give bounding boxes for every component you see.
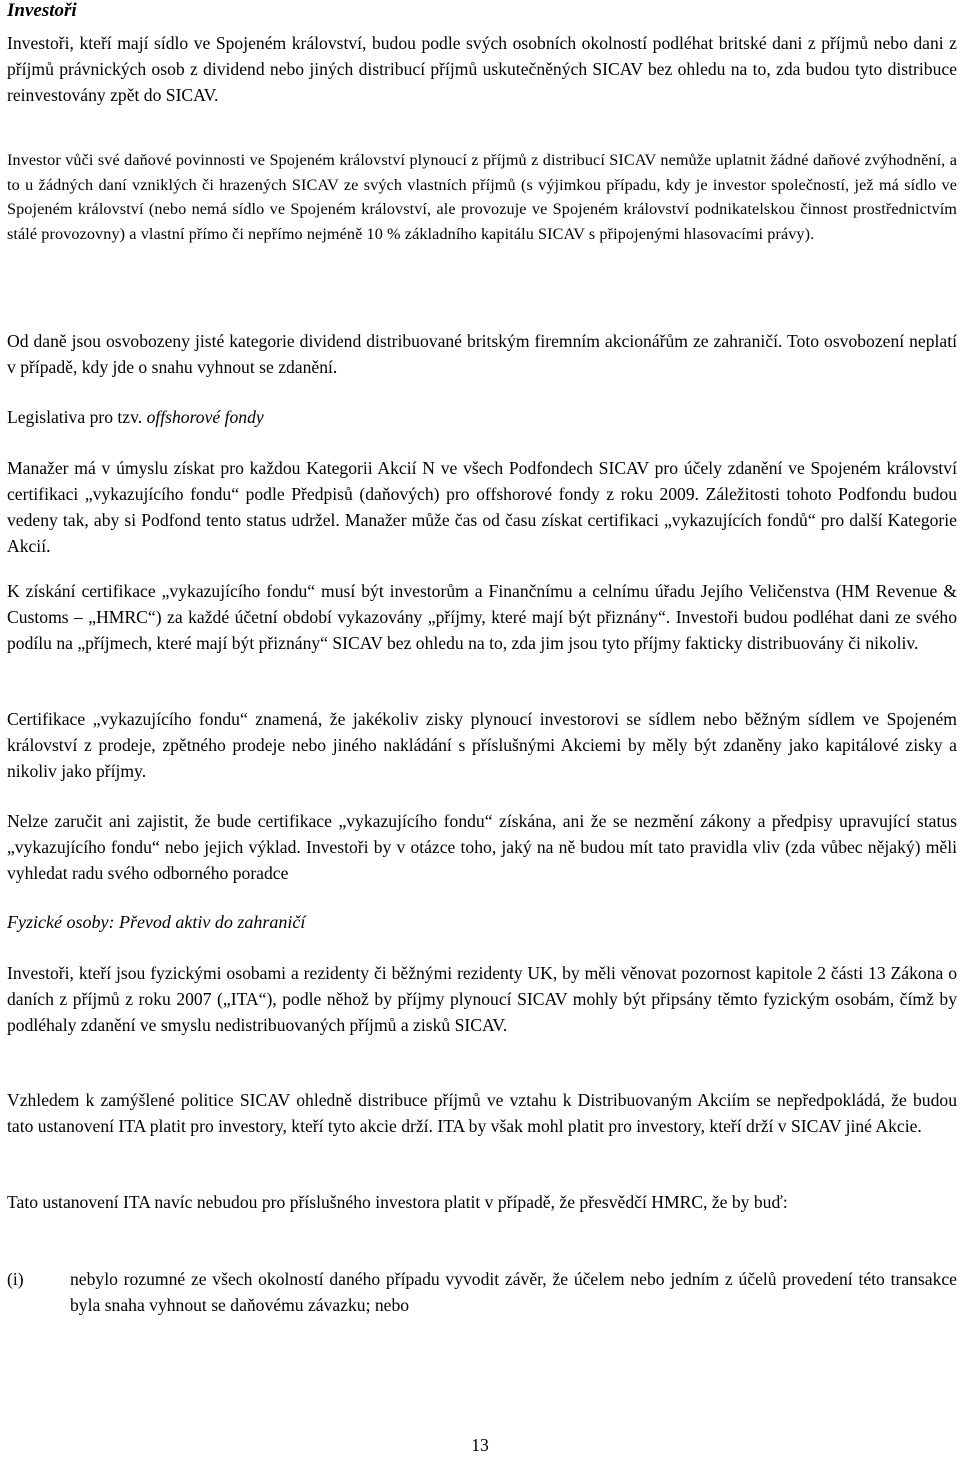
paragraph-dividend-exemption: Od daně jsou osvobozeny jisté kategorie dividend distribuované britským firemním akcionářům ze zahraničí. Toto osvobození neplatí v případě, kdy jde o snahu vyhnout se zdanění.: [7, 331, 957, 377]
page-number: 13: [471, 1435, 489, 1455]
paragraph-offshore-legislation: [7, 404, 957, 430]
paragraph-ita-exceptions: Tato ustanovení ITA navíc nebudou pro příslušného investora platit v případě, že přesvědčí HMRC, že by buď:: [7, 1192, 788, 1212]
paragraph-tax-relief: Investor vůči své daňové povinnosti ve Spojeném království plynoucí z příjmů z distribucí SICAV nemůže uplatnit žádné daňové zvýhodnění, a to u žádných daní vzniklých či hrazených SICAV ze svých vlastních příjmů (s výjimkou případu, kdy je investor společností, jež má sídlo ve Spojeném království (nebo nemá sídlo ve Spojeném království, ale provozuje ve Spojeném království podnikatelskou činnost prostřednictvím stálé provozovny) a vlastní přímo či nepřímo nejméně 10 % základního kapitálu SICAV s připojenými hlasovacími právy).: [7, 151, 957, 243]
paragraph-individuals-ita: Investoři, kteří jsou fyzickými osobami a rezidenty či běžnými rezidenty UK, by měli věnovat pozornost kapitole 2 části 13 Zákona o daních z příjmů z roku 2007 („ITA“), podle něhož by příjmy plynoucí SICAV mohly být připsány těmto fyzickým osobám, čímž by podléhaly zdanění ve smyslu nedistribuovaných příjmů a zisků SICAV.: [7, 963, 957, 1035]
list-item-text: nebylo rozumné ze všech okolností daného případu vyvodit závěr, že účelem nebo jedním z účelů provedení této transakce byla snaha vyhnout se daňovému závazku; nebo: [70, 1269, 957, 1315]
legislation-label: Legislativa pro tzv.: [7, 407, 147, 427]
offshore-funds-term: offshorové fondy: [146, 407, 264, 427]
paragraph-reporting-fund-certification: K získání certifikace „vykazujícího fondu“ musí být investorům a Finančnímu a celnímu úřadu Jejího Veličenstva (HM Revenue & Customs – „HMRC“) za každé účetní období vykazovány „příjmy, které mají být přiznány“. Investoři budou podléhat dani ze svého podílu na „příjmech, které mají být přiznány“ SICAV bez ohledu na to, zda jim jsou tyto příjmy fakticky distribuovány či nikoliv.: [7, 581, 957, 653]
paragraph-no-guarantee: Nelze zaručit ani zajistit, že bude certifikace „vykazujícího fondu“ získána, ani že se nezmění zákony a předpisy upravující status „vykazujícího fondu“ nebo jejich výklad. Investoři by v otázce toho, jaký na ně budou mít tato pravidla vliv (zda vůbec nějaký) měli vyhledat radu svého odborného poradce: [7, 811, 957, 883]
list-item: [7, 1266, 957, 1318]
paragraph-uk-resident-investors: Investoři, kteří mají sídlo ve Spojeném království, budou podle svých osobních okolností podléhat britské dani z příjmů nebo dani z příjmů právnických osob z dividend nebo jiných distribucí příjmů uskutečněných SICAV bez ohledu na to, zda budou tyto distribuce reinvestovány zpět do SICAV.: [7, 33, 957, 105]
page-title: Investoři: [7, 0, 77, 21]
paragraph-reporting-fund-intent: Manažer má v úmyslu získat pro každou Kategorii Akcií N ve všech Podfondech SICAV pro účely zdanění ve Spojeném království certifikaci „vykazujícího fondu“ podle Předpisů (daňových) pro offshorové fondy z roku 2009. Záležitosti tohoto Podfondu budou vedeny tak, aby si Podfond tento status udržel. Manažer může čas od času získat certifikaci „vykazujících fondů“ pro další Kategorie Akcií.: [7, 458, 957, 556]
section-subheading: Fyzické osoby: Převod aktiv do zahraničí: [7, 912, 306, 932]
list-item-marker: (i): [7, 1269, 24, 1289]
paragraph-capital-gains: Certifikace „vykazujícího fondu“ znamená, že jakékoliv zisky plynoucí investorovi se sídlem nebo běžným sídlem ve Spojeném království z prodeje, zpětného prodeje nebo jiného nakládání s příslušnými Akciemi by měly být zdaněny jako kapitálové zisky a nikoliv jako příjmy.: [7, 709, 957, 781]
paragraph-distribution-policy: Vzhledem k zamýšlené politice SICAV ohledně distribuce příjmů ve vztahu k Distribuovaným Akciím se nepředpokládá, že budou tato ustanovení ITA platit pro investory, kteří tyto akcie drží. ITA by však mohl platit pro investory, kteří drží v SICAV jiné Akcie.: [7, 1090, 957, 1136]
